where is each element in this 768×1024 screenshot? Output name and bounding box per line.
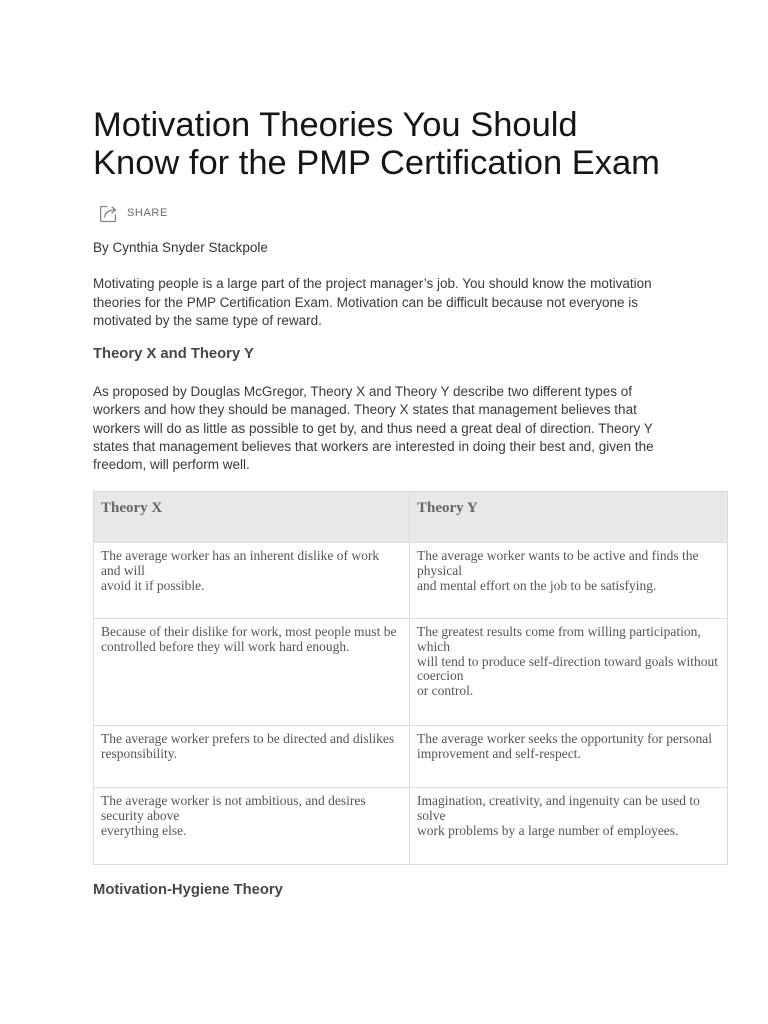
- share-icon: [97, 202, 119, 224]
- table-row: [94, 619, 728, 726]
- table-header-theory-y: Theory Y: [410, 492, 728, 543]
- intro-paragraph: Motivating people is a large part of the project manager’s job. You should know the motivation theories for the PMP Certification Exam. Motivation can be difficult because not everyone is motivated by the same type of reward.: [93, 276, 652, 328]
- table-row: [94, 788, 728, 865]
- table-cell-theory-x: The average worker has an inherent dislike of work and will avoid it if possible.: [94, 543, 410, 619]
- byline: By Cynthia Snyder Stackpole: [93, 240, 268, 255]
- theory-comparison-table: [93, 491, 728, 865]
- table-header-row: [94, 492, 728, 543]
- section-heading: Motivation-Hygiene Theory: [93, 882, 283, 898]
- table-cell-theory-x: The average worker prefers to be directed and dislikes responsibility.: [94, 726, 410, 788]
- table-cell-theory-x: Because of their dislike for work, most people must be controlled before they will work hard enough.: [94, 619, 410, 726]
- table-cell-theory-y: Imagination, creativity, and ingenuity can be used to solve work problems by a large number of employees.: [410, 788, 728, 865]
- table-cell-theory-y: The greatest results come from willing participation, which will tend to produce self-direction toward goals without coercion or control.: [410, 619, 728, 726]
- section-heading: Theory X and Theory Y: [93, 346, 254, 362]
- table-cell-theory-y: The average worker wants to be active and finds the physical and mental effort on the job to be satisfying.: [410, 543, 728, 619]
- table-header-theory-x: Theory X: [94, 492, 410, 543]
- table-row: [94, 543, 728, 619]
- table-cell-theory-x: The average worker is not ambitious, and desires security above everything else.: [94, 788, 410, 865]
- table-cell-theory-y: The average worker seeks the opportunity for personal improvement and self-respect.: [410, 726, 728, 788]
- section-body: As proposed by Douglas McGregor, Theory X and Theory Y describe two different types of workers and how they should be managed. Theory X states that management believes that workers will do as little as possible to get by, and thus need a great deal of direction. Theory Y states that management believes that workers are interested in doing their best and, given the freedom, will perform well.: [93, 384, 654, 472]
- article-title: Motivation Theories You Should Know for the PMP Certification Exam: [93, 106, 660, 182]
- share-label: SHARE: [127, 207, 168, 219]
- share-button[interactable]: [97, 202, 168, 224]
- table-row: [94, 726, 728, 788]
